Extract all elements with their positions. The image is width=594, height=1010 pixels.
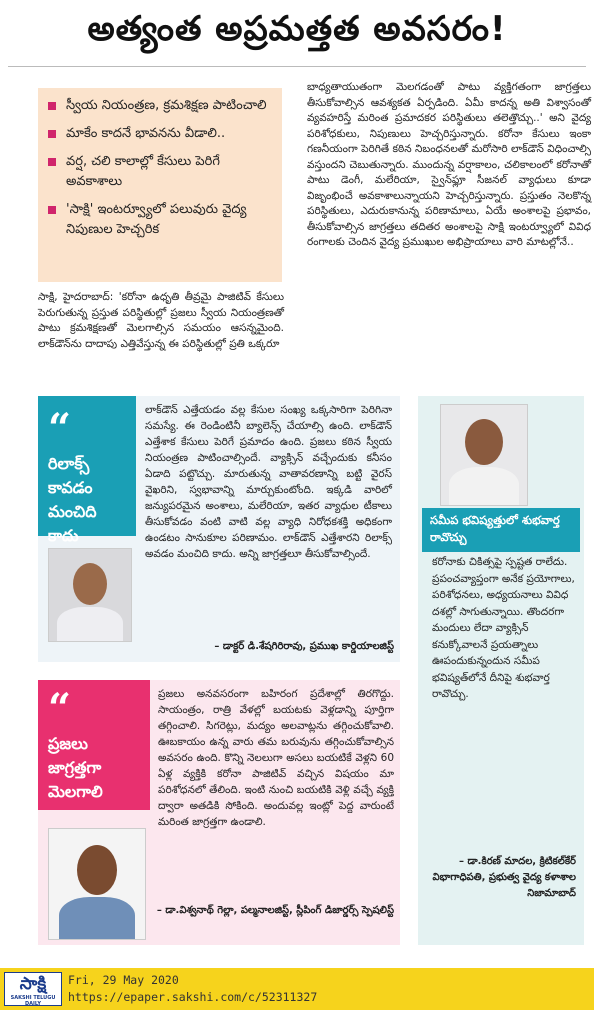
edition-date: Fri, 29 May 2020 [68, 973, 179, 987]
quote-box-viswanath [38, 680, 400, 945]
quote-mark-icon: “ [48, 405, 72, 452]
intro-text-right: బాధ్యతాయుతంగా మెలగడంతో పాటు వ్యక్తిగతంగా జాగ్రత్తలు తీసుకోవాల్సిన ఆవశ్యకత ఏర్పడింది. ఏమీ కాదన్న అతి విశ్వాసంతో వ్యవహరిస్తే మరింత ప్రమాదకర పరిస్థితులు తలెత్తొచ్చు..' అని వైద్య పరిశోధకులు, నిపుణులు హెచ్చరిస్తున్నారు. కరోనా కేసులు ఇంకా గణనీయంగా పెరిగితే కఠిన నిబంధనలతో మరోసారి లాక్‌డౌన్ విధించాల్సి వస్తుందని చెబుతున్నారు. ముందున్న వర్షాకాలం, చలికాలంలో కరోనాతో పాటు డెంగీ, మలేరియా, స్వైన్‌ఫ్లూ సీజనల్ వ్యాధులు కూడా విజృంభించే అవకాశాలున్నాయని హెచ్చరిస్తున్నారు. ప్రస్తుతం నెలకొన్న పరిస్థితులు, ఎదురుకానున్న పరిణామాలు, ఏయే అంశాలపై ప్రభావం, తీసుకోవాల్సిన జాగ్రత్తలు తదితర అంశాలపై సాక్షి ఇంటర్వ్యూలో వివిధ రంగాలకు చెందిన వైద్య ప్రముఖుల అభిప్రాయాలు వారి మాటల్లోనే.. [307, 81, 591, 248]
portrait-photo [440, 404, 528, 506]
side-attribution: – డా.కిరణ్ మాదల, క్రిటికల్‌కేర్ విభాగాధిపతి, ప్రభుత్వ వైద్య కళాశాల నిజామాబాద్ [432, 856, 576, 899]
quote-box-seshagiri [38, 396, 400, 662]
side-text: కరోనాకు చికిత్సపై స్పష్టత రాలేదు. ప్రపంచవ్యాప్తంగా అనేక ప్రయోగాలు, పరిశోధనలు, అధ్యయనాలు వివిధ దశల్లో సాగుతున్నాయి. తొందరగా మందులు లేదా వ్యాక్సిన్ కనుక్కోవాలనే ప్రయత్నాలు ఊపందుకున్నందున సమీప భవిష్యత్‌లోనే దీనిపై శుభవార్త రావొచ్చు. [432, 556, 575, 700]
highlights-box [38, 88, 282, 282]
quote-label [38, 680, 150, 810]
portrait-photo [48, 548, 132, 642]
side-caption: సమీప భవిష్యత్తులో శుభవార్త రావొచ్చు [422, 508, 580, 552]
quote-text: లాక్‌డౌన్ ఎత్తేయడం వల్ల కేసుల సంఖ్య ఒక్కసారిగా పెరిగినా సమస్యే. ఈ రెండింటినీ బ్యాలెన్స్ చేయాల్సి ఉంది. లాక్‌డౌన్ ఎత్తేశాక కేసులు పెరిగే ప్రమాదం ఉంది. ప్రజలు కఠిన స్వీయ నియంత్రణ పాటించాల్సిందే. వ్యాక్సిన్ వచ్చేందుకు కనీసం ఏడాది పట్టొచ్చు. మారుతున్న వాతావరణాన్ని బట్టి వైరస్ వైఖరిని, స్వభావాన్ని మార్చుకుంటోంది. ఇక్కడి వారిలో జన్యుపరమైన అంశాలు, మలేరియా, ఇతర వ్యాధుల టీకాలు తీసుకోవడం వంటి వాటి వల్ల వ్యాధి నిరోధకశక్తి అధికంగా ఉండటం సానుకూల పరిణామం. లాక్‌డౌన్ ఎత్తేశారని రిలాక్స్ అవడం మంచిది కాదు. అన్ని జాగ్రత్తలూ తీసుకోవాల్సిందే. [145, 404, 392, 560]
logo-mark: సాక్షి [19, 974, 47, 994]
highlights-list [48, 96, 272, 240]
footer-bar [0, 968, 594, 1010]
highlight-item: వర్ష, చలి కాలాల్లో కేసులు పెరిగే అవకాశాలు [48, 152, 272, 192]
quote-attribution: – డాక్టర్ డి.శేషగిరిరావు, ప్రముఖ కార్డియాలజిస్ట్ [214, 641, 394, 652]
quote-label [38, 396, 136, 545]
quote-attribution: – డా.విశ్వనాథ్ గెల్లా, పల్మనాలజిస్ట్, స్లీపింగ్ డిజార్డర్స్ స్పెషలిస్ట్ [156, 905, 394, 916]
highlight-item: మాకేం కాదనే భావనను వీడాలి.. [48, 124, 272, 144]
highlight-item: స్వీయ నియంత్రణ, క్రమశిక్షణ పాటించాలి [48, 96, 272, 116]
logo-subtitle: SAKSHI TELUGU DAILY [10, 995, 56, 1007]
sakshi-logo [4, 972, 62, 1006]
highlight-item: 'సాక్షి' ఇంటర్వ్యూలో పలువురు వైద్య నిపుణుల హెచ్చరిక [48, 200, 272, 240]
portrait-photo [48, 828, 146, 940]
quote-label-text: ప్రజలు జాగ్రత్తగా మెలగాలి [48, 734, 103, 801]
intro-text-left: సాక్షి, హైదరాబాద్: 'కరోనా ఉధృతి తీవ్రమై పాజిటివ్ కేసులు పెరుగుతున్న ప్రస్తుత పరిస్థితుల్లో ప్రజలు స్వీయ నియంత్రణతో పాటు క్రమశిక్షణతో మెలగాల్సిన సమయం ఆసన్నమైంది. లాక్‌డౌన్‌ను దాదాపు ఎత్తివేస్తున్న ఈ పరిస్థితుల్లో ప్రతి ఒక్కరూ [38, 291, 284, 350]
headline: అత్యంత అప్రమత్తత అవసరం! [87, 9, 507, 49]
quote-mark-icon: “ [48, 685, 72, 732]
edition-url[interactable]: https://epaper.sakshi.com/c/52311327 [68, 990, 318, 1004]
side-box-kiran [418, 396, 584, 945]
headline-rule [8, 66, 586, 67]
quote-label-text: రిలాక్స్ కావడం మంచిది కాదు [48, 454, 97, 545]
quote-text: ప్రజలు అనవసరంగా బహిరంగ ప్రదేశాల్లో తిరగొద్దు. సాయంత్రం, రాత్రి వేళల్లో బయటకు వెళ్లడాన్ని పూర్తిగా తగ్గించాలి. సిగరెట్లు, మద్యం అలవాట్లను తగ్గించుకోవాలి. ఊబకాయం ఉన్న వారు తమ బరువును తగ్గించుకోవాల్సిన అవసరం ఉంది. కొన్ని నెలలుగా అసలు బయటికే వెళ్లని 60 ఏళ్ల వ్యక్తికి కరోనా పాజిటివ్ వచ్చిన విషయం మా పరిశోధనలో తేలింది. ఇంటి నుంచి బయటికి వెళ్లి వచ్చే వ్యక్తి ద్వారా అతడికి సోకింది. అందువల్ల ఇంట్లో పెద్ద వారుంటే మరింత జాగ్రత్తగా ఉండాలి. [158, 688, 394, 828]
